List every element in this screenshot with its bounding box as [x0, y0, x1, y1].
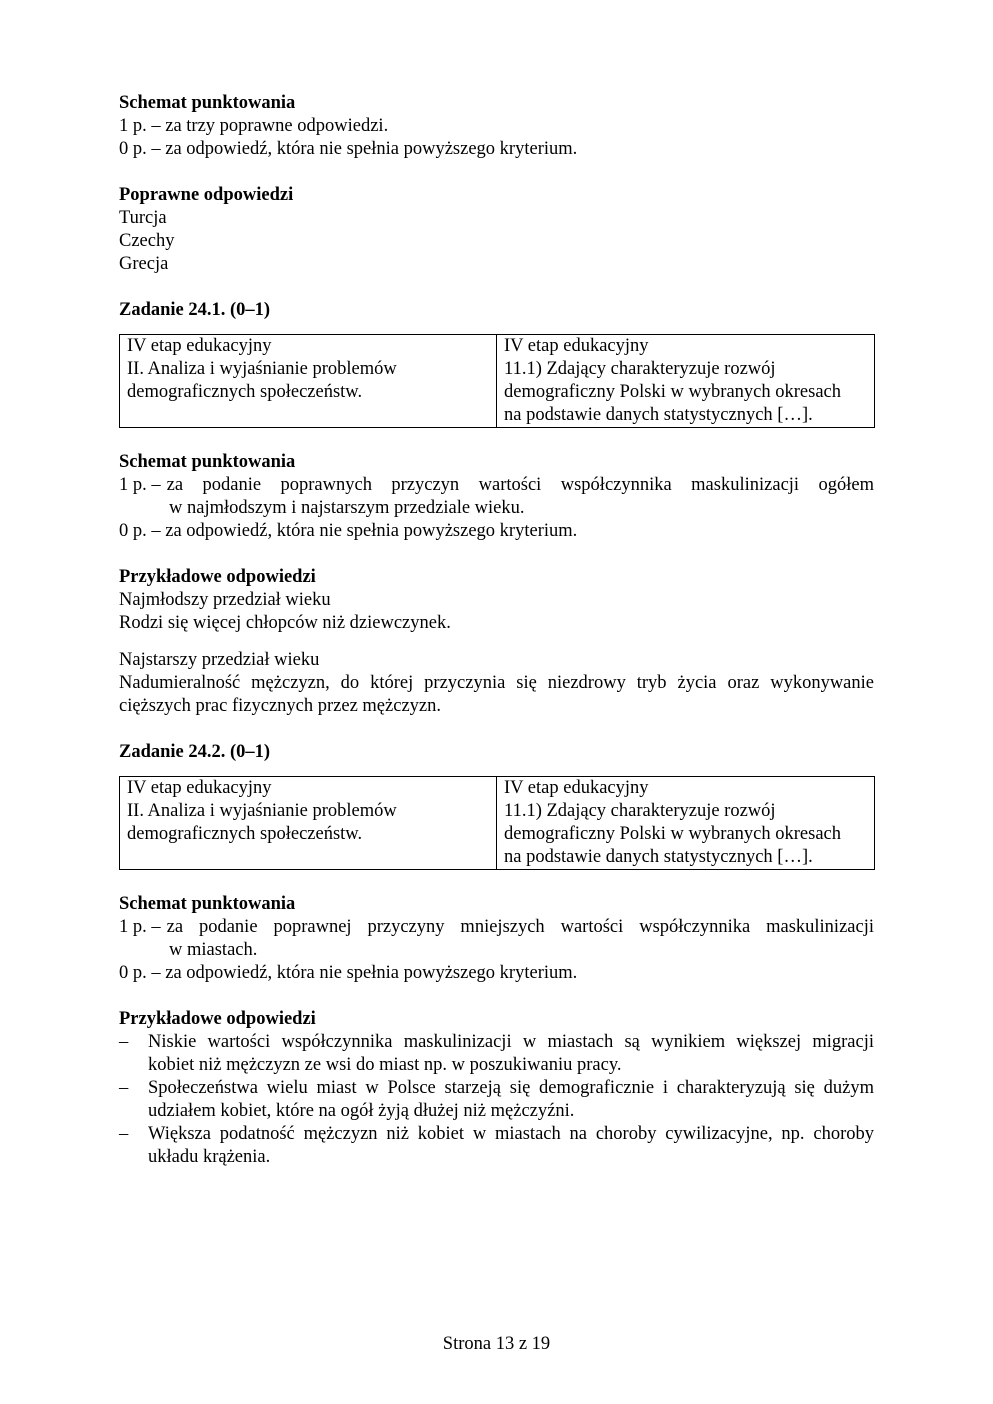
example-text: Rodzi się więcej chłopców niż dziewczynek. [119, 613, 451, 633]
answer-item: Grecja [119, 254, 169, 274]
example-title: Najmłodszy przedział wieku [119, 590, 331, 610]
scoring-scheme-section [119, 92, 874, 161]
criterion-1-continued: w najmłodszym i najstarszym przedziale wieku. [169, 498, 525, 518]
section-heading: Przykładowe odpowiedzi [119, 567, 316, 587]
example-text: Nadumieralność mężczyzn, do której przyczynia się niezdrowy tryb życia oraz wykonywanie [119, 673, 874, 693]
example-answers [119, 1008, 874, 1169]
criterion-0: 0 p. – za odpowiedź, która nie spełnia powyższego kryterium. [119, 963, 578, 983]
task-24-1 [119, 299, 874, 718]
answer-item: Czechy [119, 231, 175, 251]
section-heading: Schemat punktowania [119, 894, 296, 914]
section-heading: Schemat punktowania [119, 93, 296, 113]
correct-answers-section [119, 184, 874, 276]
list-item: – Społeczeństwa wielu miast w Polsce starzeją się demograficznie i charakteryzują się dużym udziałem kobiet, które na ogół żyją dłużej niż mężczyźni. [119, 1078, 874, 1121]
example-title: Najstarszy przedział wieku [119, 650, 320, 670]
general-requirement-cell: IV etap edukacyjny II. Analiza i wyjaśnianie problemów demograficznych społeczeństw. [120, 777, 497, 870]
requirements-table [119, 776, 875, 870]
requirements-table [119, 334, 875, 428]
task-title: Zadanie 24.2. (0–1) [119, 742, 271, 762]
section-heading: Poprawne odpowiedzi [119, 185, 294, 205]
example-answers-list [119, 1031, 874, 1169]
dash-bullet: – [119, 1124, 129, 1144]
list-item: – Większa podatność mężczyzn niż kobiet w miastach na choroby cywilizacyjne, np. choroby układu krążenia. [119, 1124, 874, 1167]
criterion-1: 1 p. – za trzy poprawne odpowiedzi. [119, 116, 389, 136]
page-number: Strona 13 z 19 [442, 1334, 551, 1354]
specific-requirement-cell: IV etap edukacyjny 11.1) Zdający charakteryzuje rozwój demograficzny Polski w wybranych okresach na podstawie danych statystycznych […]. [497, 777, 875, 870]
criterion-1: 1 p. – za podanie poprawnych przyczyn wartości współczynnika maskulinizacji ogółem [119, 475, 874, 495]
dash-bullet: – [119, 1078, 129, 1098]
task-title: Zadanie 24.1. (0–1) [119, 300, 271, 320]
example-answers [119, 566, 874, 718]
page-content [119, 92, 874, 1169]
answer-item: Turcja [119, 208, 167, 228]
criterion-0: 0 p. – za odpowiedź, która nie spełnia powyższego kryterium. [119, 521, 578, 541]
criterion-1: 1 p. – za podanie poprawnej przyczyny mniejszych wartości współczynnika maskulinizacji [119, 917, 874, 937]
criterion-1-continued: w miastach. [169, 940, 258, 960]
criterion-0: 0 p. – za odpowiedź, która nie spełnia powyższego kryterium. [119, 139, 578, 159]
example-text-continued: cięższych prac fizycznych przez mężczyzn. [119, 696, 441, 716]
scoring-scheme [119, 893, 874, 985]
section-heading: Schemat punktowania [119, 452, 296, 472]
task-24-2 [119, 741, 874, 1169]
dash-bullet: – [119, 1032, 129, 1052]
specific-requirement-cell: IV etap edukacyjny 11.1) Zdający charakteryzuje rozwój demograficzny Polski w wybranych okresach na podstawie danych statystycznych […]. [497, 335, 875, 428]
list-item: – Niskie wartości współczynnika maskulinizacji w miastach są wynikiem większej migracji kobiet niż mężczyzn ze wsi do miast np. w poszukiwaniu pracy. [119, 1032, 874, 1075]
section-heading: Przykładowe odpowiedzi [119, 1009, 316, 1029]
general-requirement-cell: IV etap edukacyjny II. Analiza i wyjaśnianie problemów demograficznych społeczeństw. [120, 335, 497, 428]
scoring-scheme [119, 451, 874, 543]
